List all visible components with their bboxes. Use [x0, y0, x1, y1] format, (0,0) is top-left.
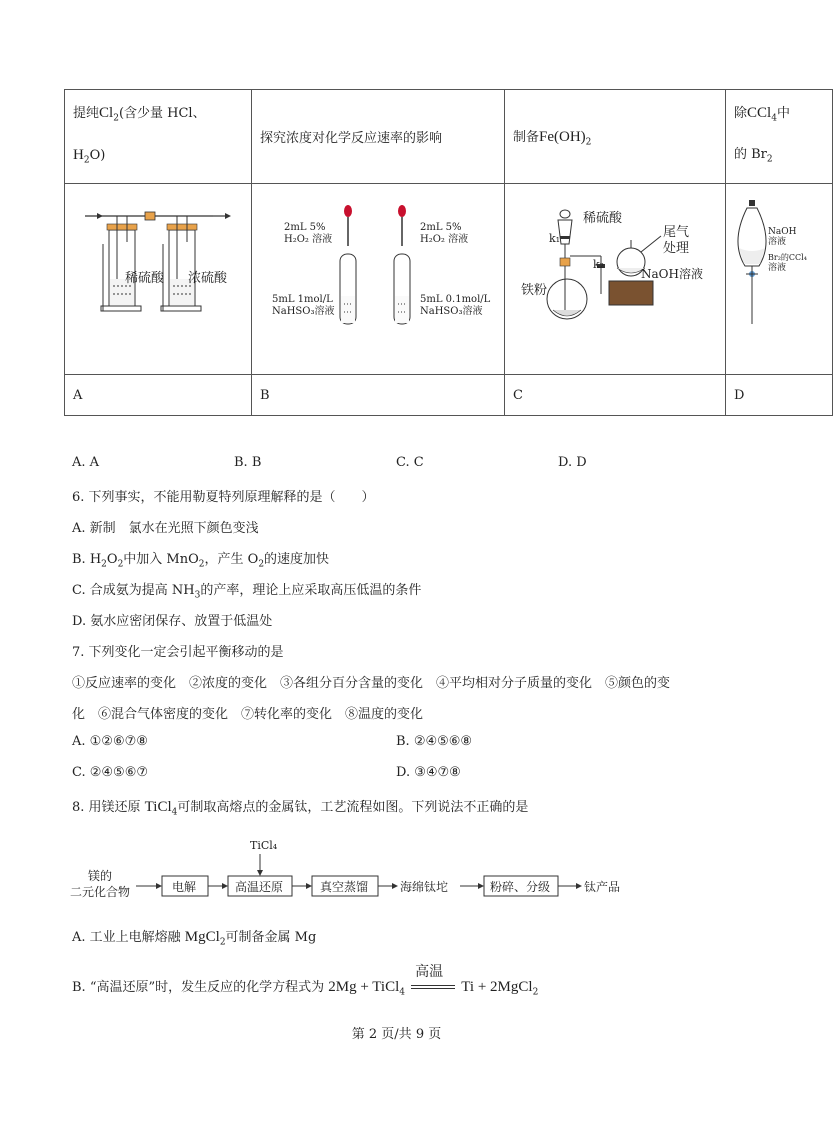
header-b: 探究浓度对化学反应速率的影响: [252, 90, 505, 184]
label-h2o2-right-2: H₂O₂ 溶液: [420, 234, 469, 245]
label-dilute-acid: 稀硫酸: [125, 271, 165, 286]
header-a: 提纯$Cl_2$(含少量 HCl、 $H_2O$): [65, 90, 252, 184]
label-c: C: [505, 375, 726, 416]
flow-input-1: 镁的: [88, 869, 113, 883]
flow-box-electrolysis: 电解: [172, 880, 197, 894]
q7-line2: 化 ⑥混合气体密度的变化 ⑦转化率的变化 ⑧温度的变化: [72, 707, 424, 722]
flow-sponge-ti: 海绵钛坨: [400, 880, 449, 894]
ti-process-flowchart: [70, 834, 670, 906]
label-conc-acid: 浓硫酸: [188, 271, 228, 286]
header-c: 制备$Fe(OH)_2$: [505, 90, 726, 184]
q5-option-d: D. D: [558, 455, 587, 470]
q6-option-b: B. $H_2O_2$中加入 MnO$_2$，产生 $O_2$的速度加快: [72, 552, 330, 570]
apparatus-c-cell: [505, 184, 726, 375]
q5-option-c: C. C: [396, 455, 424, 470]
q6-stem: 6. 下列事实，不能用勒夏特列原理解释的是（ ）: [72, 490, 375, 505]
q7-option-a: A. ①②⑥⑦⑧: [72, 734, 148, 749]
label-nahso3-right-2: NaHSO₃溶液: [420, 306, 483, 317]
q7-option-b: B. ②④⑤⑥⑧: [396, 734, 473, 749]
label-d: D: [726, 375, 833, 416]
label-tail-treat: 处理: [663, 241, 690, 256]
q8-option-b: B. “高温还原”时，发生反应的化学方程式为 2Mg + TiCl$_4$ 高温 Ti + 2MgCl$_2$: [72, 963, 539, 998]
q8-option-a: A. 工业上电解熔融 MgCl$_2$可制备金属 Mg: [72, 929, 317, 948]
q6-option-d: D. 氨水应密闭保存、放置于低温处: [72, 614, 273, 629]
flow-input-2: 二元化合物: [70, 885, 131, 899]
label-h2o2-left: 2mL 5%: [284, 222, 326, 233]
label-naoh-d: NaOH: [768, 227, 797, 237]
q6-option-c: C. 合成氨为提高 $NH_3$的产率，理论上应采取高压低温的条件: [72, 583, 422, 601]
header-d: 除CCl$_4$中 的 $Br_2$: [726, 90, 833, 184]
flow-box-distill: 真空蒸馏: [320, 880, 369, 894]
label-tail-gas: 尾气: [663, 225, 690, 240]
label-k2: k₂: [593, 258, 605, 271]
q7-option-c: C. ②④⑤⑥⑦: [72, 765, 149, 780]
label-naoh: NaOH溶液: [641, 267, 703, 281]
q7-option-d: D. ③④⑦⑧: [396, 765, 461, 780]
flow-top-ticl4: TiCl₄: [250, 839, 278, 852]
label-b: B: [252, 375, 505, 416]
apparatus-a-cell: [65, 184, 252, 375]
q7-stem: 7. 下列变化一定会引起平衡移动的是: [72, 645, 284, 660]
separatory-funnel: [734, 184, 824, 370]
label-br2: Br₂的CCl₄: [768, 253, 807, 262]
apparatus-b-cell: [252, 184, 505, 375]
flow-box-reduction: 高温还原: [235, 880, 284, 894]
label-dilute-h2so4: 稀硫酸: [583, 211, 623, 226]
label-nahso3-left: 5mL 1mol/L: [272, 294, 333, 305]
label-br2-2: 溶液: [768, 263, 787, 273]
q6-option-a: A. 新制 氯水在光照下颜色变浅: [72, 521, 259, 536]
gas-washing-apparatus: [73, 184, 243, 370]
q7-line1: ①反应速率的变化 ②浓度的变化 ③各组分百分含量的变化 ④平均相对分子质量的变化 ⑤颜色的变: [72, 676, 671, 691]
reaction-condition: 高温: [411, 981, 455, 995]
label-h2o2-left-2: H₂O₂ 溶液: [284, 234, 333, 245]
label-a: A: [65, 375, 252, 416]
label-h2o2-right: 2mL 5%: [420, 222, 462, 233]
flow-box-grind: 粉碎、分级: [490, 880, 551, 894]
q5-option-a: A. A: [72, 455, 100, 470]
fe-oh2-apparatus: [513, 184, 717, 370]
label-iron: 铁粉: [521, 283, 548, 298]
label-naoh-d2: 溶液: [768, 237, 787, 247]
rate-experiment-apparatus: [260, 184, 496, 370]
label-k1: k₁: [549, 232, 561, 245]
q5-option-b: B. B: [234, 455, 262, 470]
flow-output: 钛产品: [584, 880, 621, 894]
label-nahso3-right: 5mL 0.1mol/L: [420, 294, 491, 305]
experiment-table: [64, 89, 833, 416]
apparatus-d-cell: [726, 184, 833, 375]
q8-stem: 8. 用镁还原 TiCl$_4$可制取高熔点的金属钛，工艺流程如图。下列说法不正确的是: [72, 799, 529, 818]
page-footer: 第 2 页/共 9 页: [351, 1027, 442, 1042]
label-nahso3-left-2: NaHSO₃溶液: [272, 306, 335, 317]
